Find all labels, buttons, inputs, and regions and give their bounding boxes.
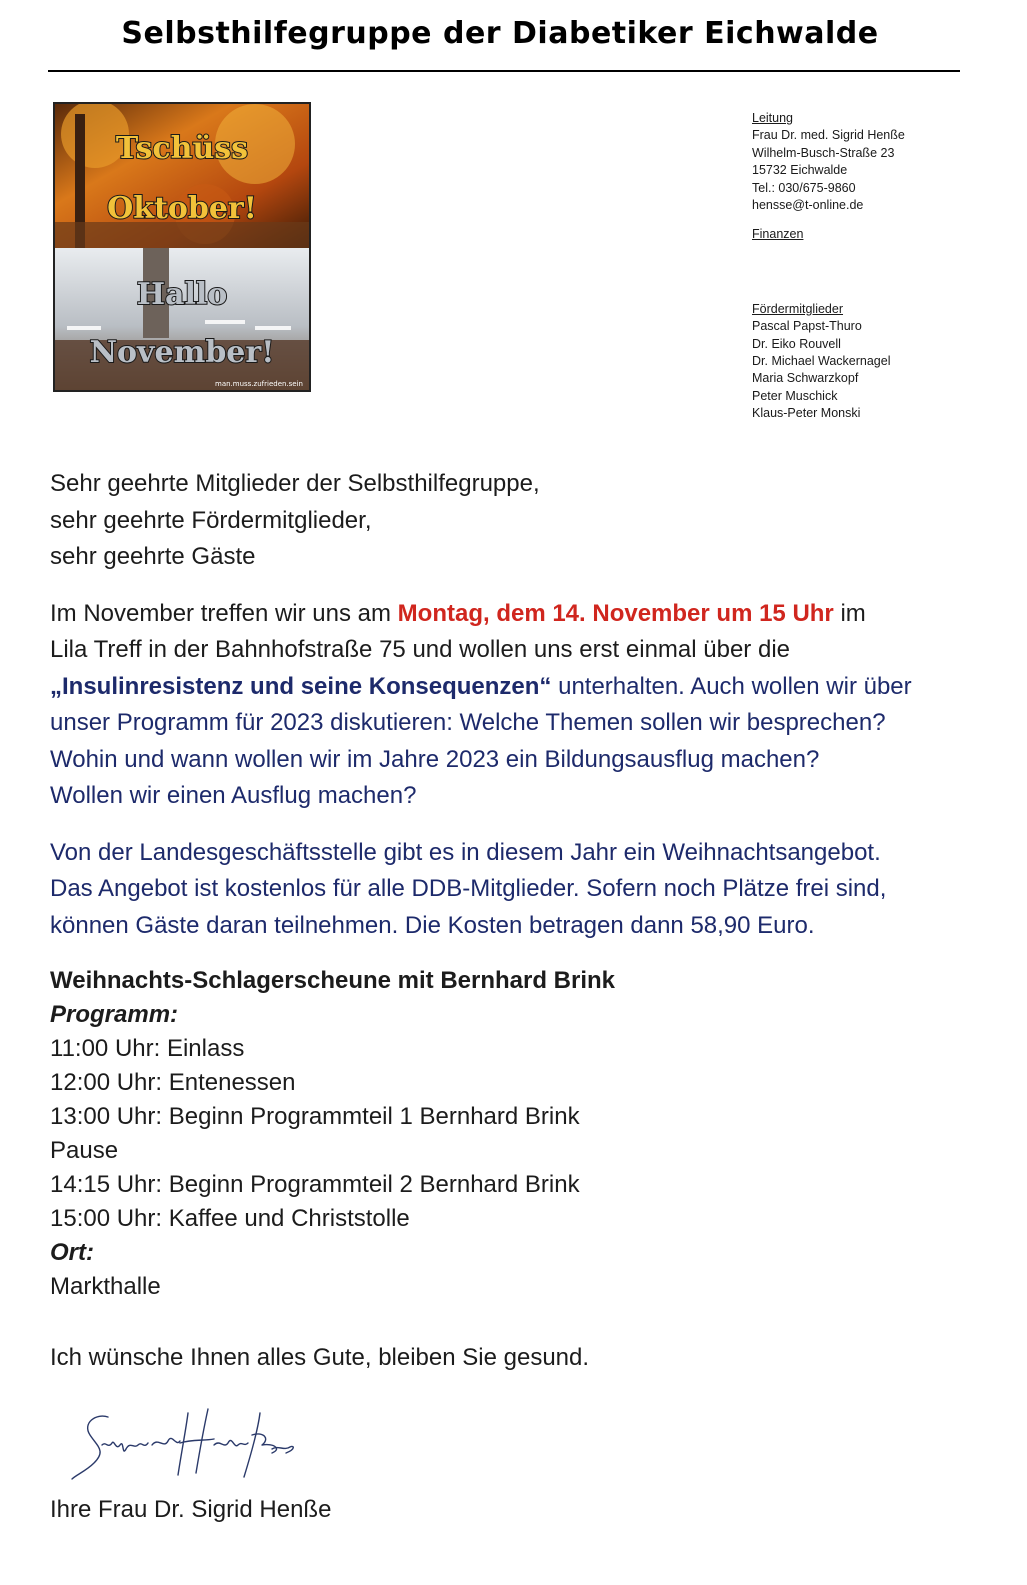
closing-line: Ich wünsche Ihnen alles Gute, bleiben Sie gesund.	[50, 1344, 590, 1371]
place-label: Ort:	[50, 1239, 94, 1266]
leitung-email: hensse@t-online.de	[752, 198, 864, 213]
program-item: Pause	[50, 1137, 119, 1164]
greeting-line: sehr geehrte Fördermitglieder,	[50, 506, 372, 534]
foerder-member: Dr. Eiko Rouvell	[752, 336, 841, 351]
program-label: Programm:	[50, 1001, 179, 1028]
program-item: 12:00 Uhr: Entenessen	[50, 1069, 296, 1096]
foerder-member: Klaus-Peter Monski	[752, 406, 861, 421]
meeting-paragraph-line3	[50, 669, 970, 706]
meeting-topic: „Insulinresistenz und seine Konsequenzen“	[50, 672, 552, 700]
foerder-heading: Fördermitglieder	[752, 301, 844, 316]
finanzen-heading: Finanzen	[752, 227, 804, 242]
foerder-member: Dr. Michael Wackernagel	[752, 354, 891, 369]
place-value: Markthalle	[50, 1273, 161, 1300]
handwritten-signature	[68, 1405, 298, 1485]
event-title: Weihnachts-Schlagerscheune mit Bernhard Brink	[50, 967, 616, 994]
text-run: im	[833, 599, 866, 627]
foerder-member: Pascal Papst-Thuro	[752, 319, 862, 334]
image-credit: man.muss.zufrieden.sein	[215, 380, 303, 388]
meeting-paragraph-line4: unser Programm für 2023 diskutieren: Welche Themen sollen wir besprechen?	[50, 709, 886, 736]
leitung-line: 15732 Eichwalde	[752, 163, 848, 178]
leitung-line: Frau Dr. med. Sigrid Henße	[752, 128, 905, 143]
program-item: 14:15 Uhr: Beginn Programmteil 2 Bernhard Brink	[50, 1171, 580, 1198]
title-divider	[48, 70, 960, 72]
document-title: Selbsthilfegruppe der Diabetiker Eichwalde	[121, 16, 879, 51]
image-text-line1: Tschüss	[115, 131, 249, 166]
text-run: Im November treffen wir uns am	[50, 599, 398, 627]
foerder-member: Maria Schwarzkopf	[752, 371, 859, 386]
contact-sidebar	[752, 110, 1012, 423]
meeting-paragraph-line2: Lila Treff in der Bahnhofstraße 75 und wollen uns erst einmal über die	[50, 636, 790, 663]
meeting-date: Montag, dem 14. November um 15 Uhr	[397, 599, 834, 627]
meeting-paragraph-line1	[50, 596, 970, 633]
signoff: Ihre Frau Dr. Sigrid Henße	[50, 1496, 332, 1523]
foerder-member: Peter Muschick	[752, 388, 838, 403]
offer-paragraph-line: Von der Landesgeschäftsstelle gibt es in diesem Jahr ein Weihnachtsangebot.	[50, 838, 881, 866]
image-text-line4: November!	[89, 335, 275, 370]
image-text-line2: Oktober!	[107, 191, 257, 226]
text-run: unterhalten. Auch wollen wir über	[551, 672, 912, 700]
greeting-image	[53, 102, 311, 392]
letter-body	[50, 466, 970, 1377]
meeting-paragraph-line5: Wohin und wann wollen wir im Jahre 2023 ein Bildungsausflug machen?	[50, 745, 820, 773]
leitung-line: Wilhelm-Busch-Straße 23	[752, 145, 895, 160]
leitung-line: Tel.: 030/675-9860	[752, 180, 856, 195]
meeting-paragraph-line6: Wollen wir einen Ausflug machen?	[50, 782, 417, 809]
offer-paragraph-line: Das Angebot ist kostenlos für alle DDB-Mitglieder. Sofern noch Plätze frei sind,	[50, 875, 887, 902]
program-item: 11:00 Uhr: Einlass	[50, 1035, 245, 1062]
program-item: 13:00 Uhr: Beginn Programmteil 1 Bernhard Brink	[50, 1103, 580, 1130]
image-text-line3: Hallo	[136, 277, 228, 312]
program-item: 15:00 Uhr: Kaffee und Christstolle	[50, 1205, 410, 1232]
offer-paragraph-line: können Gäste daran teilnehmen. Die Kosten betragen dann 58,90 Euro.	[50, 911, 815, 939]
greeting-line: Sehr geehrte Mitglieder der Selbsthilfegruppe,	[50, 470, 540, 497]
greeting-line: sehr geehrte Gäste	[50, 543, 256, 570]
leitung-heading: Leitung	[752, 111, 794, 125]
